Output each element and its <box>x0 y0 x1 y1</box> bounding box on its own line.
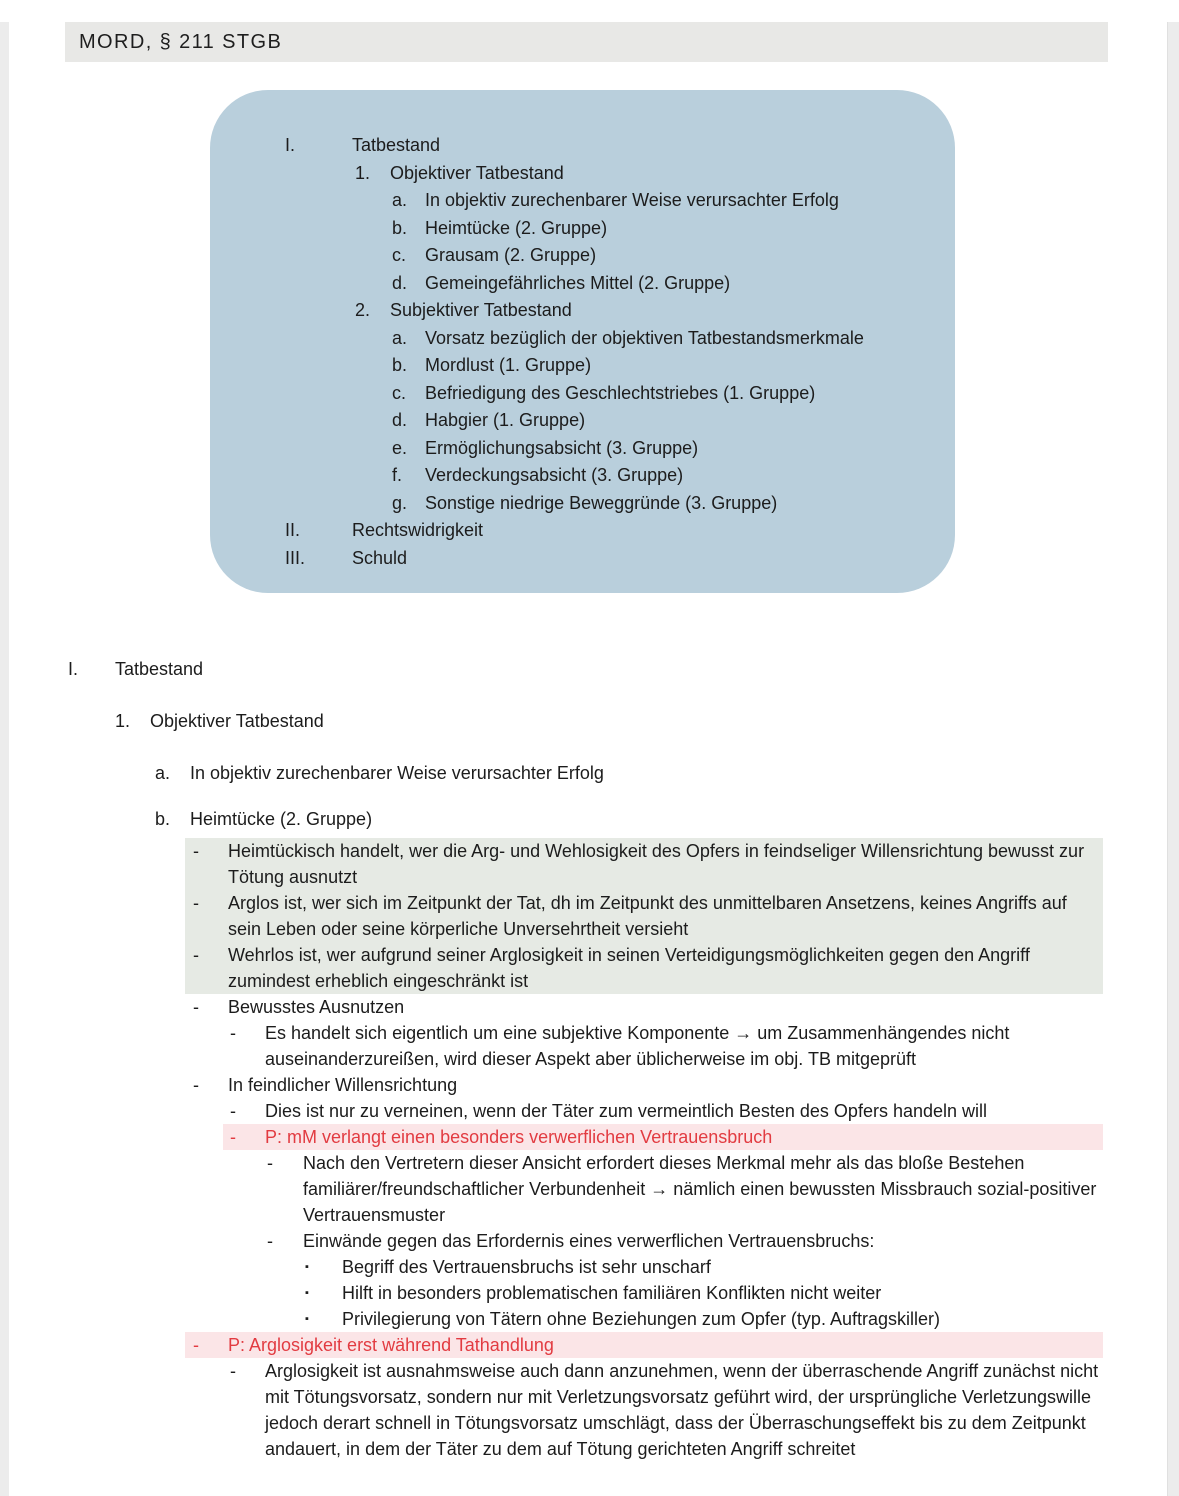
outline-marker: b. <box>392 355 408 375</box>
heading-marker: 1. <box>115 711 131 731</box>
bullet-text: Wehrlos ist, wer aufgrund seiner Arglosigkeit in seinen Verteidigungsmöglichkeiten gegen den Angriff zumindest erheblich eingeschränkt ist <box>228 945 1030 991</box>
heading-row <box>0 760 1179 786</box>
outline-marker: a. <box>392 327 408 348</box>
bullet-marker: - <box>230 1127 236 1147</box>
outline-marker: d. <box>392 272 408 293</box>
outline-marker: b. <box>392 217 408 238</box>
bullet-item <box>185 1306 1103 1332</box>
bullet-text: Bewusstes Ausnutzen <box>228 997 405 1017</box>
bullet-marker: - <box>230 1023 236 1043</box>
outline-marker: 2. <box>355 300 371 320</box>
bullet-marker: - <box>193 893 199 913</box>
outline-marker: I. <box>285 135 296 155</box>
outline-text: Schuld <box>352 547 408 568</box>
overview-outline-row <box>210 297 955 325</box>
bullet-text: Es handelt sich eigentlich um eine subjektive Komponente → um Zusammenhängendes nicht auseinanderzureißen, wird dieser Aspekt aber üblicherweise im obj. TB mitgeprüft <box>265 1023 1010 1069</box>
outline-marker: g. <box>392 492 408 513</box>
body-headings <box>0 656 1179 832</box>
outline-text: Gemeingefährliches Mittel (2. Gruppe) <box>425 272 731 293</box>
heading-text: Objektiver Tatbestand <box>150 711 324 731</box>
bullet-marker: - <box>193 945 199 965</box>
outline-text: In objektiv zurechenbarer Weise verursachter Erfolg <box>425 190 839 210</box>
document-page <box>0 22 1179 1496</box>
heading-row <box>0 708 1179 734</box>
outline-text: Habgier (1. Gruppe) <box>425 410 586 430</box>
overview-outline-row <box>210 545 955 573</box>
overview-outline-row <box>210 435 955 463</box>
bullet-item <box>185 1098 1103 1124</box>
bullet-marker: - <box>193 841 199 861</box>
bullet-item <box>185 942 1103 994</box>
bullet-text: Einwände gegen das Erfordernis eines verwerflichen Vertrauensbruchs: <box>303 1231 875 1251</box>
body-bullet-list <box>0 838 1179 1462</box>
bullet-marker: - <box>267 1153 273 1173</box>
bullet-text: Dies ist nur zu verneinen, wenn der Täter zum vermeintlich Besten des Opfers handeln will <box>265 1101 988 1121</box>
heading-text: Heimtücke (2. Gruppe) <box>190 809 373 829</box>
bullet-item <box>185 1280 1103 1306</box>
bullet-marker: ▪ <box>305 1261 309 1273</box>
overview-outline-row <box>210 270 955 298</box>
bullet-text: Arglosigkeit ist ausnahmsweise auch dann anzunehmen, wenn der überraschende Angriff zunächst nicht mit Tötungsvorsatz, sondern nur mit Verletzungsvorsatz geführt wird, der ursprüngliche Verletzungswille jedoch derart schnell in Tötungsvorsatz umschlägt, dass der Überraschungseffekt bis zu dem Zeitpunkt andauert, in dem der Täter zu dem auf Tötung gerichteten Angriff schreitet <box>265 1361 1099 1459</box>
overview-outline-row <box>210 160 955 188</box>
bullet-text: Privilegierung von Tätern ohne Beziehungen zum Opfer (typ. Auftragskiller) <box>342 1309 940 1329</box>
bullet-item <box>185 1150 1103 1228</box>
heading-text: In objektiv zurechenbarer Weise verursachter Erfolg <box>190 763 604 783</box>
section-header-bar <box>65 22 1108 62</box>
bullet-item <box>185 890 1103 942</box>
bullet-item <box>185 994 1103 1020</box>
outline-marker: II. <box>285 520 301 540</box>
outline-text: Grausam (2. Gruppe) <box>425 245 597 265</box>
bullet-item <box>223 1124 1103 1150</box>
heading-marker: I. <box>68 659 79 679</box>
bullet-text: Hilft in besonders problematischen familiären Konflikten nicht weiter <box>342 1283 882 1303</box>
bullet-text: Begriff des Vertrauensbruchs ist sehr unscharf <box>342 1257 711 1277</box>
bullet-text: Arglos ist, wer sich im Zeitpunkt der Tat, dh im Zeitpunkt des unmittelbaren Ansetzens, keines Angriffs auf sein Leben oder seine körperliche Unversehrtheit versieht <box>228 893 1067 939</box>
overview-outline-row <box>210 407 955 435</box>
bullet-item <box>185 1072 1103 1098</box>
page-title: MORD, § 211 STGB <box>79 30 283 53</box>
heading-marker: a. <box>155 763 171 783</box>
outline-text: Subjektiver Tatbestand <box>390 300 572 320</box>
outline-text: Heimtücke (2. Gruppe) <box>425 217 608 238</box>
viewer-edge-left <box>0 22 9 1496</box>
bullet-text: P: Arglosigkeit erst während Tathandlung <box>228 1335 554 1355</box>
bullet-text: P: mM verlangt einen besonders verwerflichen Vertrauensbruch <box>265 1127 773 1147</box>
bullet-text: Nach den Vertretern dieser Ansicht erfordert dieses Merkmal mehr als das bloße Bestehen familiärer/freundschaftlicher Verbundenheit → nämlich einen bewussten Missbrauch sozial-positiver Vertrauensmuster <box>303 1153 1097 1225</box>
bullet-marker: - <box>230 1101 236 1121</box>
overview-outline-row <box>210 352 955 380</box>
bullet-text: In feindlicher Willensrichtung <box>228 1075 458 1095</box>
overview-outline-row <box>210 380 955 408</box>
heading-row <box>0 656 1179 682</box>
outline-text: Rechtswidrigkeit <box>352 520 484 540</box>
outline-marker: III. <box>285 547 306 568</box>
outline-text: Verdeckungsabsicht (3. Gruppe) <box>425 465 684 485</box>
bullet-marker: ▪ <box>305 1313 309 1325</box>
outline-text: Sonstige niedrige Beweggründe (3. Gruppe) <box>425 492 778 513</box>
bullet-item <box>185 1358 1103 1462</box>
outline-marker: c. <box>392 382 407 403</box>
bullet-marker: - <box>230 1361 236 1381</box>
bullet-marker: ▪ <box>305 1287 309 1299</box>
bullet-item <box>185 1020 1103 1072</box>
outline-text: Befriedigung des Geschlechtstriebes (1. Gruppe) <box>425 382 816 403</box>
overview-box <box>210 90 955 593</box>
outline-marker: d. <box>392 410 408 430</box>
outline-text: Vorsatz bezüglich der objektiven Tatbestandsmerkmale <box>425 327 864 348</box>
outline-text: Objektiver Tatbestand <box>390 162 564 183</box>
overview-outline-row <box>210 215 955 243</box>
heading-text: Tatbestand <box>115 659 204 679</box>
heading-row <box>0 806 1179 832</box>
bullet-item <box>185 1228 1103 1254</box>
outline-text: Tatbestand <box>352 135 441 155</box>
overview-outline-row <box>210 517 955 545</box>
heading-marker: b. <box>155 809 171 829</box>
bullet-item <box>185 1254 1103 1280</box>
outline-text: Mordlust (1. Gruppe) <box>425 355 592 375</box>
overview-outline-row <box>210 490 955 518</box>
outline-marker: c. <box>392 245 407 265</box>
overview-outline-row <box>210 187 955 215</box>
bullet-item <box>185 838 1103 890</box>
outline-marker: 1. <box>355 162 371 183</box>
bullet-marker: - <box>193 997 199 1017</box>
bullet-marker: - <box>267 1231 273 1251</box>
outline-text: Ermöglichungsabsicht (3. Gruppe) <box>425 437 699 458</box>
bullet-marker: - <box>193 1335 199 1355</box>
outline-marker: e. <box>392 437 408 458</box>
overview-outline-row <box>210 325 955 353</box>
overview-outline-row <box>210 462 955 490</box>
bullet-text: Heimtückisch handelt, wer die Arg- und Wehlosigkeit des Opfers in feindseliger Willensrichtung bewusst zur Tötung ausnutzt <box>228 841 1085 887</box>
overview-outline-row <box>210 132 955 160</box>
viewer-edge-right <box>1167 22 1179 1496</box>
bullet-marker: - <box>193 1075 199 1095</box>
bullet-item <box>185 1332 1103 1358</box>
overview-outline-row <box>210 242 955 270</box>
outline-marker: f. <box>392 465 403 485</box>
outline-marker: a. <box>392 190 408 210</box>
